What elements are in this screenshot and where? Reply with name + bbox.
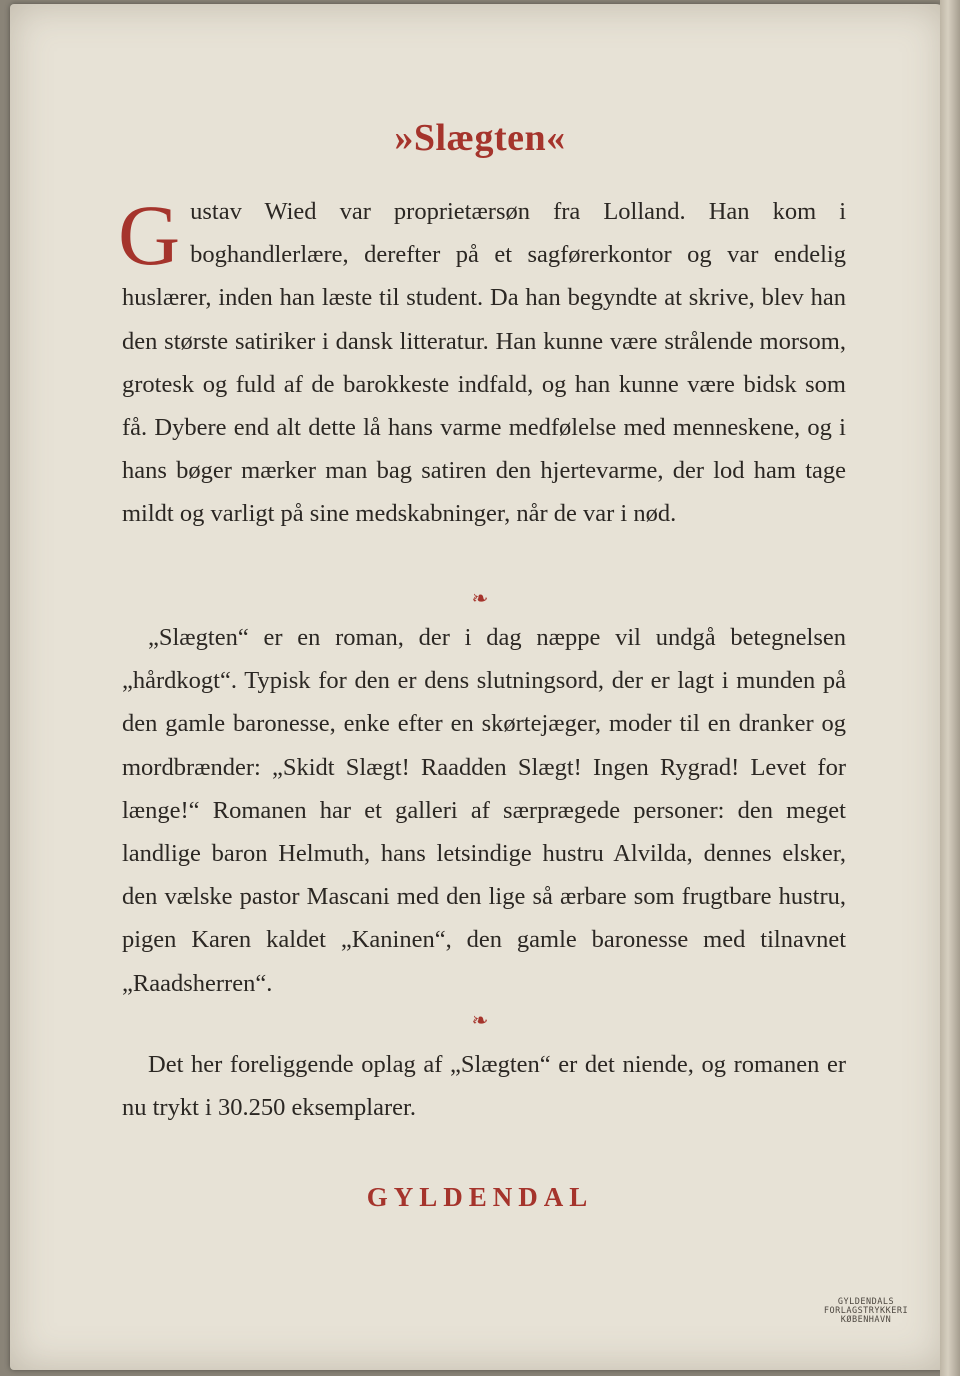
printer-mark-line: FORLAGSTRYKKERI [823, 1306, 909, 1316]
paragraph-author-bio [118, 187, 846, 536]
ornament-icon: ❧ [471, 1008, 489, 1032]
drop-cap: G [118, 187, 181, 283]
publisher-name: GYLDENDAL [366, 1182, 594, 1212]
paragraph-author-bio-text: ustav Wied var proprietærsøn fra Lolland. Han kom i boghandlerlære, derefter på et sagførerkontor og var endelig huslærer, inden han læste til student. Da han begyndte at skrive, blev han den største satiriker i dansk litteratur. Han kunne være strålende morsom, grotesk og fuld af de barokkeste indfald, og han kunne være bidsk som få. Dybere end alt dette lå hans varme medfølelse med menneskene, og i hans bøger mærker man bag satiren den hjertevarme, der lod ham tage mildt og varligt på sine medskabninger, når de var i nød. [122, 198, 846, 528]
paragraph-edition-info: Det her foreliggende oplag af „Slægten“ er det niende, og romanen er nu trykt i 30.250 eksemplarer. [122, 1051, 846, 1122]
page-edge [940, 0, 960, 1376]
printer-mark-line: KØBENHAVN [840, 1315, 892, 1325]
printer-mark-line: GYLDENDALS [837, 1297, 895, 1307]
printer-mark [808, 1298, 924, 1325]
book-title: »Slægten« [394, 117, 566, 159]
ornament-icon: ❧ [471, 586, 489, 610]
paragraph-novel-description: „Slægten“ er en roman, der i dag næppe vil undgå betegnelsen „hårdkogt“. Typisk for den er dens slutningsord, der er lagt i munden på den gamle baronesse, enke efter en skørtejæger, moder til en dranker og mordbrænder: „Skidt Slægt! Raadden Slægt! Ingen Rygrad! Levet for længe!“ Romanen har et galleri af særprægede personer: den meget landlige baron Helmuth, hans letsindige hustru Alvilda, dennes elsker, den vælske pastor Mascani med den lige så ærbare som frugtbare hustru, pigen Karen kaldet „Kaninen“, den gamle baronesse med tilnavnet „Raadsherren“. [122, 624, 846, 997]
